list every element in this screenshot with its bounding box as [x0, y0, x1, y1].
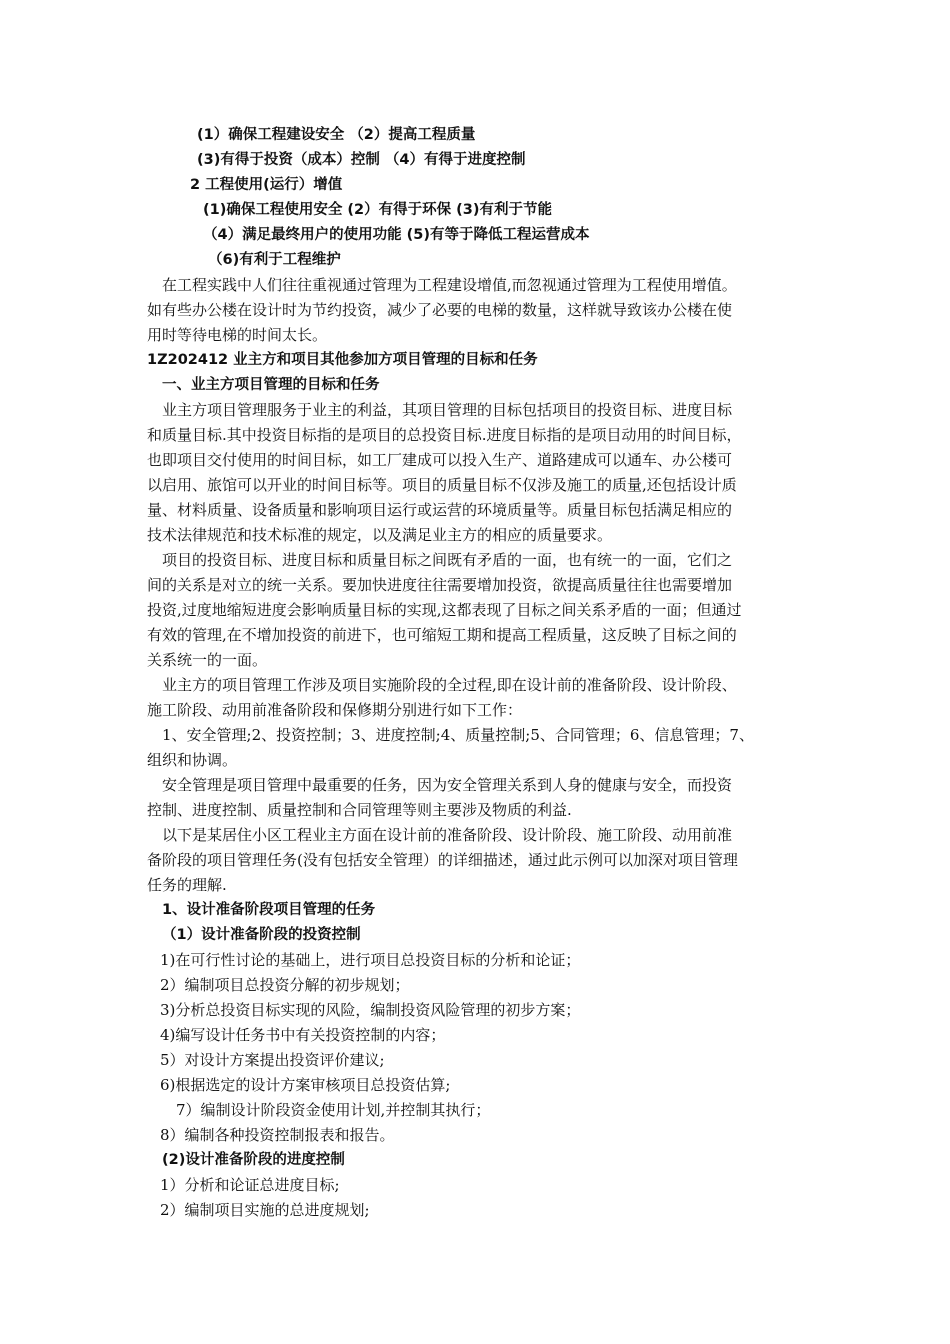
list-item: 6)根据选定的设计方案审核项目总投资估算; — [160, 1076, 451, 1094]
task-subheading: (2)设计准备阶段的进度控制 — [162, 1152, 345, 1168]
paragraph-line: 业主方的项目管理工作涉及项目实施阶段的全过程,即在设计前的准备阶段、设计阶段、 — [162, 676, 737, 694]
paragraph-line: 组织和协调。 — [147, 751, 238, 769]
list-item: 7）编制设计阶段资金使用计划,并控制其执行； — [176, 1101, 491, 1119]
paragraph-line: 以下是某居住小区工程业主方面在设计前的准备阶段、设计阶段、施工阶段、动用前准 — [162, 826, 733, 844]
paragraph-line: 如有些办公楼在设计时为节约投资，减少了必要的电梯的数量，这样就导致该办公楼在使 — [147, 301, 733, 319]
paragraph-line: 在工程实践中人们往往重视通过管理为工程建设增值,而忽视通过管理为工程使用增值。 — [162, 276, 737, 294]
list-item: 1)在可行性讨论的基础上，进行项目总投资目标的分析和论证； — [160, 951, 581, 969]
list-item: 2）编制项目总投资分解的初步规划； — [160, 976, 410, 994]
section-subheading: 一、业主方项目管理的目标和任务 — [162, 377, 380, 393]
paragraph-line: 和质量目标.其中投资目标指的是项目的总投资目标.进度目标指的是项目动用的时间目标， — [147, 426, 742, 444]
list-item: 4)编写设计任务书中有关投资控制的内容； — [160, 1026, 446, 1044]
paragraph-line: 业主方项目管理服务于业主的利益，其项目管理的目标包括项目的投资目标、进度目标 — [162, 401, 733, 419]
value-item-5: （6)有利于工程维护 — [208, 252, 341, 268]
paragraph-line: 技术法律规范和技术标准的规定，以及满足业主方的相应的质量要求。 — [147, 526, 613, 544]
task-heading: 1、设计准备阶段项目管理的任务 — [162, 902, 376, 918]
subheading-usage-value: 2 工程使用(运行）增值 — [190, 177, 343, 193]
task-subheading: （1）设计准备阶段的投资控制 — [162, 927, 361, 943]
section-heading: 1Z202412 业主方和项目其他参加方项目管理的目标和任务 — [147, 352, 538, 368]
list-item: 5）对设计方案提出投资评价建议; — [160, 1051, 385, 1069]
value-item-4: （4）满足最终用户的使用功能 (5)有等于降低工程运营成本 — [203, 227, 590, 243]
paragraph-line: 有效的管理,在不增加投资的前进下，也可缩短工期和提高工程质量，这反映了目标之间的 — [147, 626, 737, 644]
list-item: 3)分析总投资目标实现的风险，编制投资风险管理的初步方案； — [160, 1001, 581, 1019]
paragraph-line: 备阶段的项目管理任务(没有包括安全管理）的详细描述，通过此示例可以加深对项目管理 — [147, 851, 738, 869]
paragraph-line: 项目的投资目标、进度目标和质量目标之间既有矛盾的一面，也有统一的一面，它们之 — [162, 551, 733, 569]
paragraph-line: 施工阶段、动用前准备阶段和保修期分别进行如下工作： — [147, 701, 523, 719]
paragraph-line: 安全管理是项目管理中最重要的任务，因为安全管理关系到人身的健康与安全，而投资 — [162, 776, 733, 794]
value-item-3: (1)确保工程使用安全 (2）有得于环保 (3)有利于节能 — [203, 202, 552, 218]
list-item: 1）分析和论证总进度目标; — [160, 1176, 340, 1194]
paragraph-line: 1、安全管理;2、投资控制；3、进度控制;4、质量控制;5、合同管理；6、信息管理；7、 — [162, 726, 754, 744]
paragraph-line: 用时等待电梯的时间太长。 — [147, 326, 328, 344]
value-item-2: (3)有得于投资（成本）控制 （4）有得于进度控制 — [197, 152, 526, 168]
value-item-1: (1）确保工程建设安全 （2）提高工程质量 — [197, 127, 476, 143]
paragraph-line: 投资,过度地缩短进度会影响质量目标的实现,这都表现了目标之间关系矛盾的一面；但通过 — [147, 601, 742, 619]
paragraph-line: 也即项目交付使用的时间目标，如工厂建成可以投入生产、道路建成可以通车、办公楼可 — [147, 451, 733, 469]
paragraph-line: 量、材料质量、设备质量和影响项目运行或运营的环境质量等。质量目标包括满足相应的 — [147, 501, 733, 519]
paragraph-line: 间的关系是对立的统一关系。要加快进度往往需要增加投资，欲提高质量往往也需要增加 — [147, 576, 733, 594]
list-item: 8）编制各种投资控制报表和报告。 — [160, 1126, 395, 1144]
list-item: 2）编制项目实施的总进度规划; — [160, 1201, 370, 1219]
paragraph-line: 关系统一的一面。 — [147, 651, 268, 669]
paragraph-line: 任务的理解. — [147, 876, 227, 894]
paragraph-line: 以启用、旅馆可以开业的时间目标等。项目的质量目标不仅涉及施工的质量,还包括设计质 — [147, 476, 737, 494]
paragraph-line: 控制、进度控制、质量控制和合同管理等则主要涉及物质的利益. — [147, 801, 572, 819]
